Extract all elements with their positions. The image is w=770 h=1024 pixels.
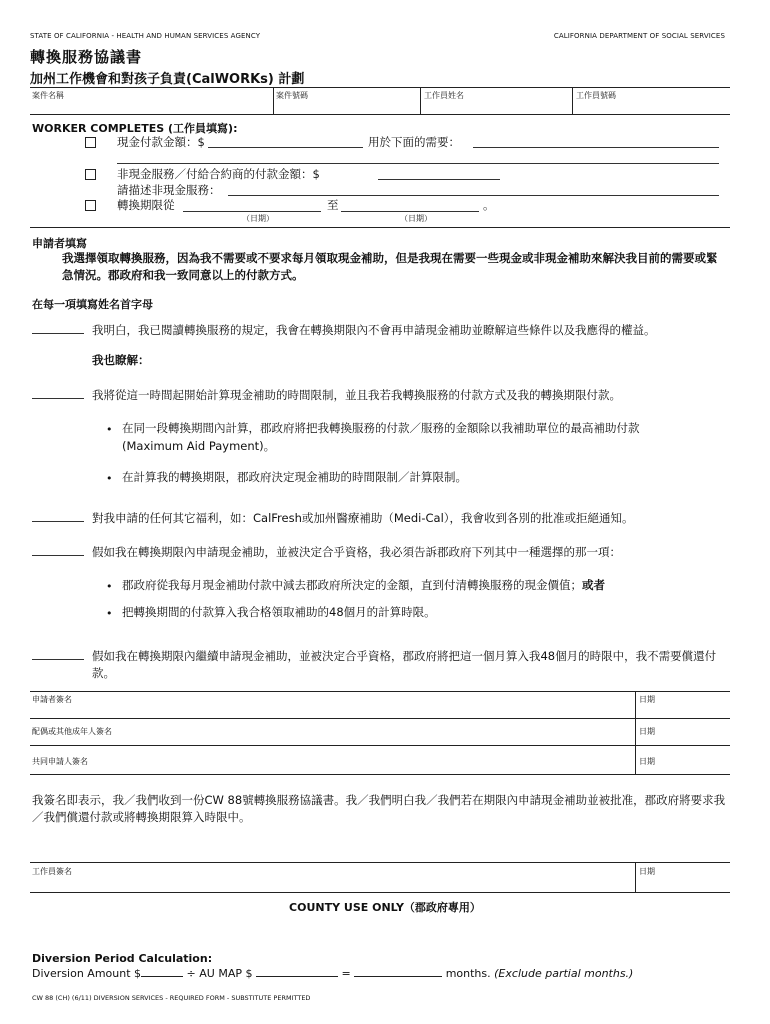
diversion-period-label: 轉換期限從	[117, 198, 175, 212]
bullet-text-1a: 在同一段轉換期間內計算，郡政府將把我轉換服務的付款／服務的金額除以我補助單位的最高補助付款	[122, 421, 640, 435]
to-date-tag: （日期）	[400, 214, 432, 223]
months-result-field[interactable]	[354, 967, 442, 977]
cash-payment-label: 現金付款金額：$	[117, 135, 205, 149]
noncash-amount-field[interactable]	[378, 179, 500, 180]
noncash-payment-checkbox[interactable]	[85, 169, 96, 180]
case-number-field[interactable]: 案件號碼	[276, 91, 308, 100]
acknowledgement-text: 我簽名即表示，我／我們收到一份CW 88號轉換服務協議書。我／我們明白我／我們若在期限內申請現金補助並被批准，郡政府將要求我／我們償還付款或將轉換期限算入時限中。	[32, 793, 726, 824]
item-apply-cash-aid: 假如我在轉換期限內申請現金補助，並被決定合乎資格，我必須告訴郡政府下列其中一種選擇的那一項：	[92, 545, 621, 559]
form-footer: CW 88 (CH) (6/11) DIVERSION SERVICES - REQUIRED FORM - SUBSTITUTE PERMITTED	[32, 994, 311, 1002]
item-time-limit: 我將從這一時間起開始計算現金補助的時間限制，並且我若我轉換服務的付款方式及我的轉換期限付款。	[92, 388, 621, 402]
worker-date-field[interactable]: 日期	[639, 867, 655, 876]
case-name-field[interactable]: 案件名稱	[32, 91, 64, 100]
initial-field-2[interactable]	[32, 398, 84, 399]
cash-payment-checkbox[interactable]	[85, 137, 96, 148]
applicant-date-field[interactable]: 日期	[639, 695, 655, 704]
noncash-describe-field[interactable]	[228, 195, 719, 196]
applicant-signature-field[interactable]: 申請者簽名	[32, 695, 72, 704]
worker-completes-heading: WORKER COMPLETES (工作員填寫):	[32, 122, 238, 135]
cash-need-field[interactable]	[473, 147, 719, 148]
item-continue-aid: 假如我在轉換期限內繼續申請現金補助，並被決定合乎資格，郡政府將把這一個月算入我48個月的時限中，我不需要償還付款。	[92, 649, 717, 680]
worker-name-field[interactable]: 工作員姓名	[424, 91, 464, 100]
from-date-tag: （日期）	[242, 214, 274, 223]
period-from-field[interactable]	[183, 211, 321, 212]
applicant-heading: 申請者填寫	[32, 237, 87, 250]
period-end-mark: 。	[483, 198, 495, 212]
bullet-1: •	[106, 423, 113, 436]
calc-title: Diversion Period Calculation:	[32, 952, 213, 965]
initials-heading: 在每一項填寫姓名首字母	[32, 298, 153, 311]
item-other-benefits: 對我申請的任何其它福利，如：CalFresh或加州醫療補助（Medi-Cal），我會收到各別的批准或拒絕通知。	[92, 511, 634, 525]
initial-field-4[interactable]	[32, 555, 84, 556]
calc-line: Diversion Amount $ ÷ AU MAP $ = months. (Exclude partial months.)	[32, 967, 634, 980]
department-header: CALIFORNIA DEPARTMENT OF SOCIAL SERVICES	[553, 32, 725, 40]
bullet-text-4: 把轉換期間的付款算入我合格領取補助的48個月的計算時限。	[122, 605, 436, 619]
worker-number-field[interactable]: 工作員號碼	[576, 91, 616, 100]
county-use-heading: COUNTY USE ONLY（郡政府專用）	[289, 901, 481, 914]
form-title: 轉換服務協議書	[30, 48, 143, 66]
worker-signature-field[interactable]: 工作員簽名	[32, 867, 72, 876]
spouse-signature-field[interactable]: 配偶或其他成年人簽名	[32, 727, 112, 736]
bullet-3: •	[106, 580, 113, 593]
form-subtitle: 加州工作機會和對孩子負責(CalWORKs) 計劃	[30, 72, 305, 87]
initial-field-3[interactable]	[32, 521, 84, 522]
item-understand-rules: 我明白，我已閱讀轉換服務的規定，我會在轉換期限內不會再申請現金補助並瞭解這些條件以及我應得的權益。	[92, 323, 656, 337]
agency-header: STATE OF CALIFORNIA - HEALTH AND HUMAN SERVICES AGENCY	[30, 32, 261, 40]
bullet-text-1b: (Maximum Aid Payment)。	[122, 439, 276, 453]
noncash-describe-label: 請描述非現金服務：	[117, 183, 221, 197]
noncash-payment-label: 非現金服務／付給合約商的付款金額：$	[117, 167, 320, 181]
diversion-period-checkbox[interactable]	[85, 200, 96, 211]
bullet-4: •	[106, 607, 113, 620]
applicant-statement: 我選擇領取轉換服務，因為我不需要或不要求每月領取現金補助，但是我現在需要一些現金或非現金補助來解決我目前的需要或緊急情況。郡政府和我一致同意以上的付款方式。	[62, 251, 718, 282]
period-to-label: 至	[327, 198, 339, 212]
bullet-text-2: 在計算我的轉換期限，郡政府決定現金補助的時間限制／計算限制。	[122, 470, 467, 484]
coapplicant-date-field[interactable]: 日期	[639, 757, 655, 766]
also-understand-label: 我也瞭解：	[92, 353, 150, 367]
cash-need-label: 用於下面的需要：	[368, 135, 460, 149]
bullet-2: •	[106, 472, 113, 485]
initial-field-1[interactable]	[32, 333, 84, 334]
coapplicant-signature-field[interactable]: 共同申請人簽名	[32, 757, 88, 766]
cash-amount-field[interactable]	[208, 147, 363, 148]
cash-need-field-line2[interactable]	[117, 163, 719, 164]
diversion-amount-field[interactable]	[141, 967, 183, 977]
spouse-date-field[interactable]: 日期	[639, 727, 655, 736]
au-map-field[interactable]	[256, 967, 338, 977]
initial-field-5[interactable]	[32, 659, 84, 660]
period-to-field[interactable]	[341, 211, 479, 212]
bullet-text-3: 郡政府從我每月現金補助付款中減去郡政府所決定的金額，直到付清轉換服務的現金價值；或者	[122, 578, 605, 592]
